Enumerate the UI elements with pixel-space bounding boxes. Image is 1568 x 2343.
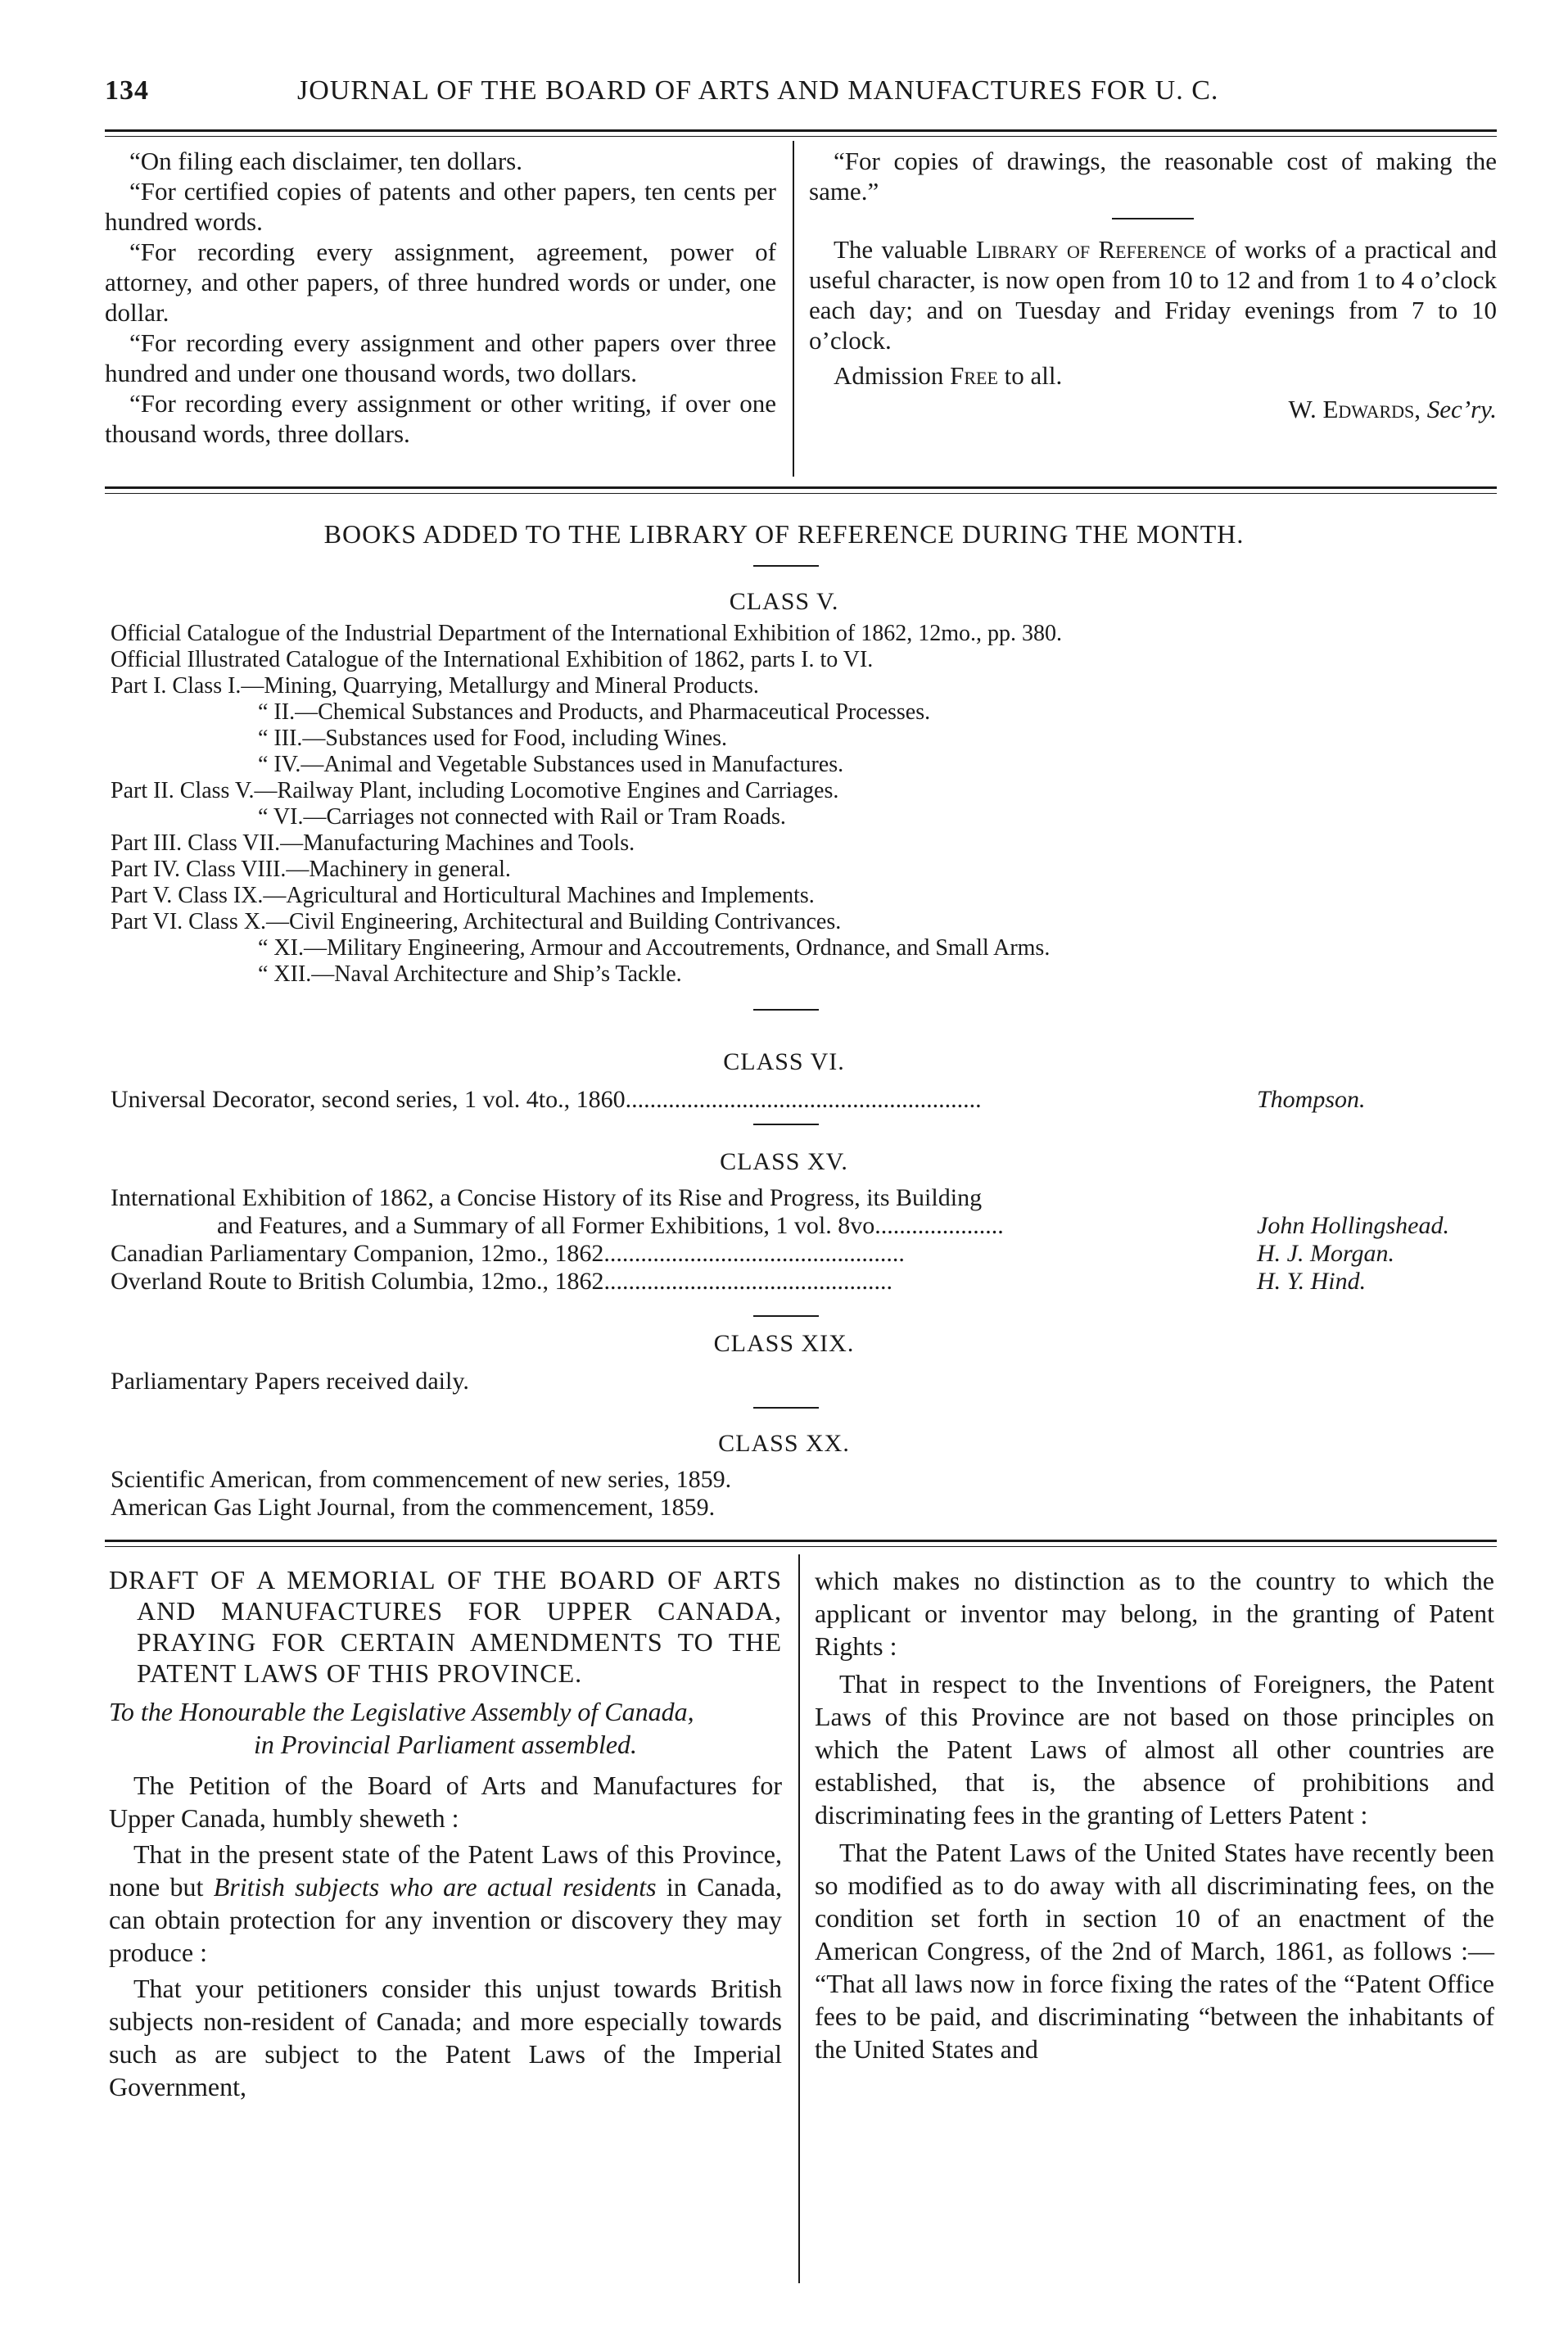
signature-title: Sec’ry.: [1426, 395, 1497, 423]
memorial-right-column: [815, 1564, 1494, 2065]
notice-column: [809, 146, 1497, 424]
book-author: H. J. Morgan.: [1257, 1240, 1395, 1267]
para-text-tail: in Canada, can obtain protection for any invention or discovery they may produce :: [109, 1872, 783, 1967]
book-title: Canadian Parliamentary Companion, 12mo., 1862.................................................: [111, 1240, 905, 1267]
book-entry-overland: [111, 1268, 1519, 1296]
library-notice: [809, 234, 1497, 355]
class-entry: “ XI.—Military Engineering, Armour and Accoutrements, Ordnance, and Small Arms.: [258, 935, 1051, 961]
class-entry: “ III.—Substances used for Food, including Wines.: [258, 726, 728, 751]
book-author: John Hollingshead.: [1257, 1212, 1449, 1239]
library-notice-text: The valuable: [834, 235, 976, 264]
memorial-rule-thick: [105, 1540, 1497, 1542]
class-entry: “ VI.—Carriages not connected with Rail or Tram Roads.: [258, 804, 786, 830]
memorial-column-divider: [798, 1554, 800, 2283]
book-entry-decorator: [111, 1086, 1519, 1114]
class-entry: Part III. Class VII.—Manufacturing Machines and Tools.: [111, 830, 635, 856]
class-15-heading: CLASS XV.: [720, 1148, 848, 1175]
secretary-signature: [809, 394, 1497, 424]
para-text: That in the present state of the Patent Laws of this Province, none but: [109, 1839, 782, 1902]
section-rule-thick: [105, 486, 1497, 489]
book-title: Overland Route to British Columbia, 12mo., 1862...............................................: [111, 1268, 892, 1295]
class-entry: Part I. Class I.—Mining, Quarrying, Metallurgy and Mineral Products.: [111, 673, 759, 699]
admission-free: Free: [950, 361, 998, 390]
class-entry: Part V. Class IX.—Agricultural and Horticultural Machines and Implements.: [111, 883, 815, 908]
memorial-address: To the Honourable the Legislative Assembly of Canada,: [109, 1697, 694, 1726]
class-5-heading: CLASS V.: [729, 588, 839, 615]
memorial-left-column: [109, 1564, 782, 2103]
notice-rule: [1112, 218, 1194, 219]
fee-disclaimer: “On filing each disclaimer, ten dollars.: [129, 147, 522, 175]
book-entry-exhibition: International Exhibition of 1862, a Concise History of its Rise and Progress, its Building: [111, 1184, 983, 1211]
book-entry: Official Illustrated Catalogue of the International Exhibition of 1862, parts I. to VI.: [111, 647, 874, 672]
class-entry: “ XII.—Naval Architecture and Ship’s Tackle.: [258, 961, 682, 987]
book-author: H. Y. Hind.: [1257, 1268, 1367, 1295]
memorial-rule-thin: [105, 1546, 1497, 1547]
library-name: Library of Reference: [975, 235, 1207, 264]
class-rule: [753, 1407, 819, 1409]
header-rule-thin: [105, 136, 1497, 137]
class-entry: “ IV.—Animal and Vegetable Substances used in Manufactures.: [258, 752, 844, 777]
memorial-para-united-states: That the Patent Laws of the United States have recently been so modified as to do away with all discriminating fees, on the condition set forth in section 10 of an enactment of the American Congress, of the 2nd of March, 1861, as follows :— “That all laws now in force fixing the rates of the “Patent Office fees to be paid, and discriminating “between the inhabitants of the United States and: [815, 1838, 1494, 2064]
signature-name: W. Edwards,: [1288, 395, 1421, 423]
admission-notice: [809, 360, 1497, 391]
books-heading-rule: [753, 565, 819, 567]
book-title: Universal Decorator, second series, 1 vol. 4to., 1860..........................................................: [111, 1086, 982, 1113]
admission-tail: to all.: [997, 361, 1063, 390]
book-author: Thompson.: [1257, 1086, 1366, 1113]
class-6-heading: CLASS VI.: [723, 1048, 845, 1075]
memorial-para-foreigners: That in respect to the Inventions of Foreigners, the Patent Laws of this Province are not based on those principles on which the Patent Laws of almost all other countries are established, that is, the absence of prohibitions and discriminating fees in the granting of Letters Patent :: [815, 1669, 1494, 1830]
fee-drawings: “For copies of drawings, the reasonable cost of making the same.”: [809, 147, 1497, 206]
fees-column: [105, 146, 776, 449]
book-entry: Official Catalogue of the Industrial Department of the International Exhibition of 1862, 12mo., pp. 380.: [111, 621, 1062, 646]
memorial-petition-intro: The Petition of the Board of Arts and Manufactures for Upper Canada, humbly sheweth :: [109, 1771, 782, 1833]
admission-text: Admission: [834, 361, 951, 390]
class-entry: Part II. Class V.—Railway Plant, including Locomotive Engines and Carriages.: [111, 778, 839, 803]
section-rule-thin: [105, 493, 1497, 494]
memorial-para-unjust: That your petitioners consider this unjust towards British subjects non-resident of Canada; and more especially towards such as are subject to the Patent Laws of the Imperial Government,: [109, 1974, 782, 2101]
books-heading: BOOKS ADDED TO THE LIBRARY OF REFERENCE DURING THE MONTH.: [323, 519, 1245, 549]
class-entry: “ II.—Chemical Substances and Products, and Pharmaceutical Processes.: [258, 699, 931, 725]
header-rule-thick: [105, 129, 1497, 132]
journal-title: JOURNAL OF THE BOARD OF ARTS AND MANUFACTURES FOR U. C.: [297, 75, 1219, 106]
book-entry-companion: [111, 1240, 1519, 1268]
class-19-heading: CLASS XIX.: [713, 1330, 855, 1357]
fee-recording-medium: “For recording every assignment and other papers over three hundred and under one thousand words, two dollars.: [105, 328, 776, 387]
fee-recording-small: “For recording every assignment, agreement, power of attorney, and other papers, of three hundred words or under, one dollar.: [105, 237, 776, 327]
memorial-para-residents: [109, 1838, 782, 1969]
page-header: [105, 75, 1497, 124]
library-hours: of works of a practical and useful character, is now open from 10 to 12 and from 1 to 4 o’clock each day; and on Tuesday and Friday evenings from 7 to 10 o’clock.: [809, 235, 1497, 355]
memorial-title: DRAFT OF A MEMORIAL OF THE BOARD OF ARTS AND MANUFACTURES FOR UPPER CANADA, PRAYING FOR CERTAIN AMENDMENTS TO THE PATENT LAWS OF THIS PROVINCE.: [109, 1565, 782, 1688]
class-5-list: [111, 621, 1502, 988]
fee-certified-copies: “For certified copies of patents and other papers, ten cents per hundred words.: [105, 177, 776, 236]
book-entry-parliamentary: Parliamentary Papers received daily.: [111, 1368, 469, 1395]
top-column-divider: [793, 141, 794, 477]
page-number: 134: [105, 75, 149, 106]
class-rule: [753, 1124, 819, 1125]
para-emphasis: British subjects who are actual residents: [213, 1872, 657, 1902]
book-entry-scientific: Scientific American, from commencement of new series, 1859.: [111, 1466, 732, 1493]
memorial-address-cont: in Provincial Parliament assembled.: [253, 1730, 638, 1759]
book-title: and Features, and a Summary of all Former Exhibitions, 1 vol. 8vo.....................: [217, 1212, 1004, 1239]
class-entry: Part VI. Class X.—Civil Engineering, Architectural and Building Contrivances.: [111, 909, 842, 934]
class-20-heading: CLASS XX.: [718, 1430, 850, 1457]
fee-recording-large: “For recording every assignment or other writing, if over one thousand words, three dollars.: [105, 389, 776, 448]
book-entry-gaslight: American Gas Light Journal, from the commencement, 1859.: [111, 1494, 716, 1521]
memorial-para-distinction: which makes no distinction as to the country to which the applicant or inventor may belong, in the granting of Patent Rights :: [815, 1566, 1494, 1661]
class-entry: Part IV. Class VIII.—Machinery in general.: [111, 857, 511, 882]
book-entry-exhibition-cont: [217, 1212, 1568, 1240]
class-rule: [753, 1315, 819, 1317]
class-rule: [753, 1009, 819, 1011]
